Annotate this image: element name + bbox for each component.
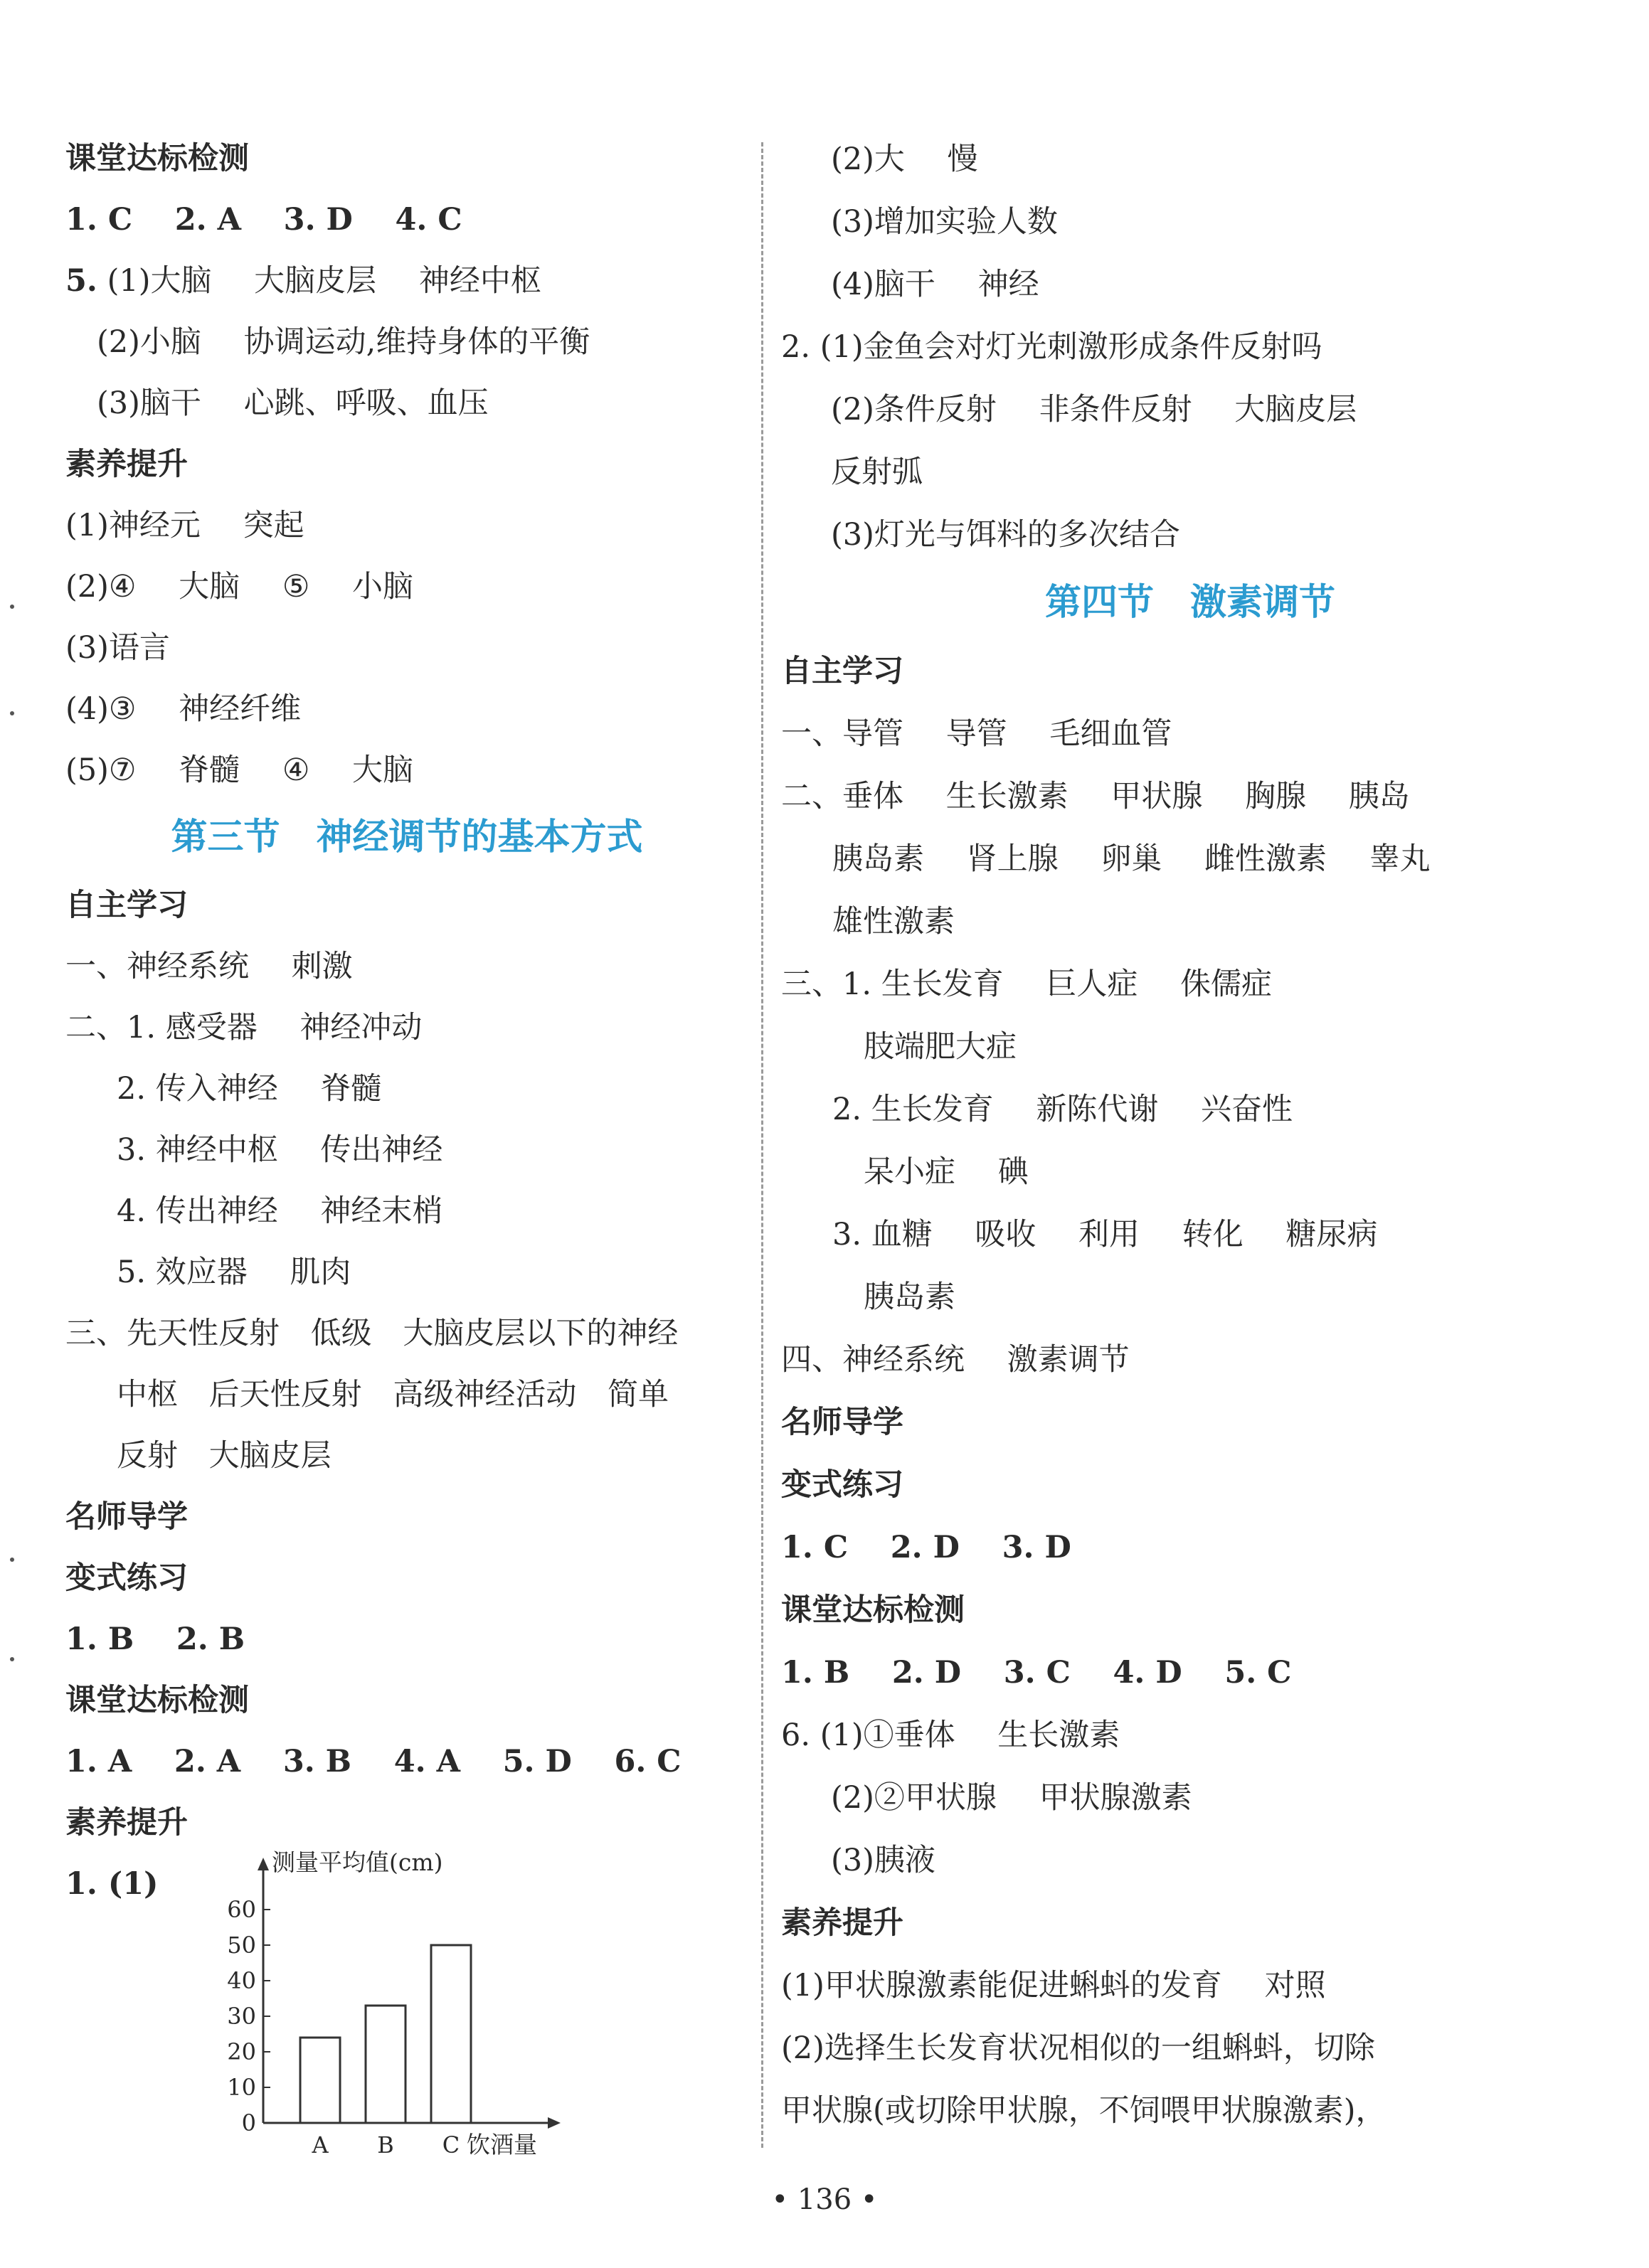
scan-speck <box>10 1558 14 1562</box>
answer-text: 神经冲动 <box>299 1010 423 1045</box>
answer-text: ④ <box>282 752 310 788</box>
answer-text: 5. 效应器 <box>117 1255 248 1290</box>
answer-text: 导管 <box>945 716 1007 752</box>
answer-text: 6. (1)①垂体 <box>781 1718 955 1753</box>
answer-text: 侏儒症 <box>1180 967 1273 1002</box>
answer-text: 胰岛素 <box>832 841 924 877</box>
answer-text: ⑤ <box>282 569 310 605</box>
answer-text: 甲状腺(或切除甲状腺，不饲喂甲状腺激素)， <box>781 2093 1386 2129</box>
answer-text: 毛细血管 <box>1049 716 1172 752</box>
bar <box>431 1945 471 2123</box>
answer-row <box>781 1203 1599 1266</box>
answer-row <box>65 1058 748 1119</box>
answer-text: 对照 <box>1264 1968 1326 2003</box>
answer-row <box>65 997 748 1058</box>
subsection-bianshi: 变式练习 <box>781 1467 903 1503</box>
answer: 1. C <box>781 1530 849 1565</box>
answer-text: 二、1. 感受器 <box>65 1010 258 1045</box>
answer-text: (1)神经元 <box>65 508 201 543</box>
answer-row <box>65 189 748 250</box>
answer-text: 脊髓 <box>320 1071 382 1107</box>
answer: 3. D <box>283 202 353 238</box>
answer-text: 大脑 <box>179 569 240 605</box>
subsection-mingshi: 名师导学 <box>781 1405 903 1440</box>
bar <box>366 2006 405 2123</box>
answer-text: 脊髓 <box>179 752 240 788</box>
subsection-suyang: 素养提升 <box>781 1905 903 1941</box>
answer-text: 三、先天性反射 <box>65 1316 280 1351</box>
answer-row <box>781 1954 1599 2017</box>
answer-row <box>65 1181 748 1242</box>
answer-text: 一、神经系统 <box>65 949 249 984</box>
question-number: 5. <box>65 263 97 299</box>
answer-text: 大脑皮层 <box>254 263 377 299</box>
answer: 5. C <box>1224 1655 1292 1691</box>
answer-text: 突起 <box>243 508 304 543</box>
answer-text: 协调运动,维持身体的平衡 <box>243 324 590 360</box>
y-tick-label: 30 <box>227 2003 256 2030</box>
answer-text: 反射 <box>117 1438 178 1474</box>
y-axis-label: 测量平均值(cm) <box>272 1848 443 1876</box>
answer-text: (3)语言 <box>65 630 170 666</box>
section-heading-4: 第四节 激素调节 <box>1044 582 1335 624</box>
answer: 1. C <box>65 202 133 238</box>
answer-text: (2)条件反射 <box>831 392 997 427</box>
answer-text: 激素调节 <box>1007 1342 1130 1378</box>
section-title-ketang: 课堂达标检测 <box>65 141 249 176</box>
answer-row <box>781 1516 1599 1579</box>
section-title-suyang: 素养提升 <box>65 447 188 482</box>
x-axis-label: 饮酒量 <box>467 2131 537 2155</box>
answer-row <box>781 1829 1599 1892</box>
x-tick-label: A <box>312 2131 329 2155</box>
answer-row <box>781 253 1599 316</box>
answer-row <box>781 765 1599 828</box>
answer-text: 利用 <box>1078 1217 1140 1252</box>
answer: 2. B <box>176 1622 245 1657</box>
answer-text: 雌性激素 <box>1204 841 1327 877</box>
answer: 1. B <box>781 1655 850 1691</box>
column-divider <box>761 142 763 2148</box>
answer-text: 小脑 <box>352 569 414 605</box>
answer: 6. C <box>614 1744 682 1779</box>
answer-text: 神经末梢 <box>320 1193 443 1229</box>
answer-text: 胸腺 <box>1245 779 1307 814</box>
answer-text: 神经纤维 <box>179 691 302 727</box>
answer-text: 巨人症 <box>1046 967 1138 1002</box>
answer-text: 甲状腺激素 <box>1039 1780 1192 1816</box>
answer-text: 低级 <box>310 1316 372 1351</box>
answer-row <box>781 316 1599 378</box>
bar <box>300 2038 340 2123</box>
answer-text: 4. 传出神经 <box>117 1193 278 1229</box>
answer-row <box>65 936 748 997</box>
answer-row <box>781 1329 1599 1391</box>
answer-text: 肾上腺 <box>966 841 1059 877</box>
answer-text: 糖尿病 <box>1285 1217 1378 1252</box>
answer-text: 二、垂体 <box>781 779 903 814</box>
answer-row <box>781 2017 1599 2080</box>
answer-row <box>781 703 1599 765</box>
answer-text: 碘 <box>997 1154 1029 1190</box>
question-number: 1. (1) <box>65 1866 159 1902</box>
right-column <box>781 128 1599 2142</box>
answer: 2. A <box>174 1744 241 1779</box>
answer-row <box>781 1266 1599 1329</box>
x-axis-arrow <box>548 2117 561 2129</box>
answer-text: 大脑皮层 <box>208 1438 332 1474</box>
answer-text: 吸收 <box>975 1217 1036 1252</box>
answer-text: (3)脑干 <box>97 385 201 421</box>
answer-text: 非条件反射 <box>1039 392 1192 427</box>
answer-text: (3)灯光与饵料的多次结合 <box>831 517 1180 553</box>
y-tick-label: 40 <box>227 1967 256 1994</box>
answer-text: 3. 血糖 <box>832 1217 933 1252</box>
answer-text: (1)甲状腺激素能促进蝌蚪的发育 <box>781 1968 1222 2003</box>
answer-row <box>65 495 748 556</box>
answer-text: 胰岛 <box>1348 779 1410 814</box>
answer-row <box>65 373 748 434</box>
answer-text: 呆小症 <box>864 1154 955 1190</box>
answer: 4. D <box>1113 1655 1182 1691</box>
answer-text: 刺激 <box>291 949 353 984</box>
answer-text: 简单 <box>608 1377 669 1412</box>
answer-text: 大脑 <box>352 752 414 788</box>
x-tick-label: B <box>377 2131 394 2155</box>
answer-text: 神经中枢 <box>418 263 541 299</box>
answer: 3. D <box>1002 1530 1071 1565</box>
answer-text: (3)增加实验人数 <box>831 204 1058 240</box>
answer-text: 肢端肥大症 <box>864 1029 1017 1065</box>
answer: 5. D <box>502 1744 572 1779</box>
answer-text: 大脑皮层以下的神经 <box>403 1316 679 1351</box>
answer: 3. C <box>1003 1655 1071 1691</box>
subsection-zizhu: 自主学习 <box>65 888 188 923</box>
answer-text: (4)③ <box>65 691 137 727</box>
answer-text: 神经 <box>977 267 1039 302</box>
answer: 3. B <box>282 1744 352 1779</box>
answer-row <box>781 504 1599 566</box>
answer-row <box>781 1016 1599 1078</box>
subsection-suyang: 素养提升 <box>65 1805 188 1841</box>
answer-text: 肌肉 <box>290 1255 351 1290</box>
answer-row <box>65 617 748 678</box>
answer-text: 生长激素 <box>945 779 1069 814</box>
answer-text: 2. 生长发育 <box>832 1092 994 1127</box>
answer-row <box>65 678 748 740</box>
answer-row <box>65 1303 748 1364</box>
bar-chart <box>185 1842 583 2155</box>
subsection-ketang: 课堂达标检测 <box>781 1592 965 1628</box>
answer-text: (2)②甲状腺 <box>831 1780 997 1816</box>
answer-text: 心跳、呼吸、血压 <box>243 385 489 421</box>
subsection-ketang: 课堂达标检测 <box>65 1683 249 1718</box>
answer-row <box>781 128 1599 191</box>
answer-row <box>781 1767 1599 1829</box>
answer-row <box>781 953 1599 1016</box>
answer-text: 2. (1)金鱼会对灯光刺激形成条件反射吗 <box>781 329 1322 365</box>
answer-text: 雄性激素 <box>832 904 955 939</box>
answer-text: (3)胰液 <box>831 1843 935 1878</box>
answer-row <box>781 378 1599 441</box>
answer-text: 3. 神经中枢 <box>117 1132 278 1168</box>
answer-text: 高级神经活动 <box>393 1377 577 1412</box>
answer-row <box>65 1425 748 1486</box>
answer-text: 2. 传入神经 <box>117 1071 278 1107</box>
answer-text: 胰岛素 <box>864 1279 955 1315</box>
answer-text: (2)④ <box>65 569 137 605</box>
answer-row <box>781 1704 1599 1767</box>
scan-speck <box>10 711 14 715</box>
answer-row <box>781 1641 1599 1704</box>
answer-text: 大脑皮层 <box>1234 392 1357 427</box>
y-tick-label: 0 <box>241 2109 256 2136</box>
answer-text: 转化 <box>1182 1217 1244 1252</box>
answer-text: 三、1. 生长发育 <box>781 967 1004 1002</box>
y-tick-label: 60 <box>227 1896 256 1923</box>
answer-text: (2)选择生长发育状况相似的一组蝌蚪，切除 <box>781 2030 1375 2066</box>
answer-row <box>65 1119 748 1181</box>
answer: 4. A <box>393 1744 460 1779</box>
answer-text: 新陈代谢 <box>1036 1092 1159 1127</box>
answer-row <box>65 1242 748 1303</box>
answer: 1. B <box>65 1622 134 1657</box>
answer: 2. D <box>891 1655 962 1691</box>
answer-text: (5)⑦ <box>65 752 137 788</box>
answer-text: (4)脑干 <box>831 267 935 302</box>
section-heading-3: 第三节 神经调节的基本方式 <box>171 816 643 858</box>
answer-row <box>65 1731 748 1792</box>
answer-row <box>781 2080 1599 2142</box>
answer-text: 甲状腺 <box>1110 779 1203 814</box>
y-axis-arrow <box>258 1858 269 1870</box>
answer-text: 一、导管 <box>781 716 903 752</box>
answer-row <box>781 828 1599 890</box>
answer: 2. A <box>174 202 241 238</box>
y-tick-label: 20 <box>227 2038 256 2065</box>
answer-row <box>781 890 1599 953</box>
x-tick-label: C <box>442 2131 460 2155</box>
answer-row <box>781 191 1599 253</box>
answer-text: 生长激素 <box>997 1718 1120 1753</box>
answer-row <box>65 1364 748 1425</box>
subsection-zizhu: 自主学习 <box>781 654 903 689</box>
answer-text: 四、神经系统 <box>781 1342 965 1378</box>
answer-row <box>65 740 748 801</box>
scan-speck <box>10 605 14 609</box>
answer-text: (2)小脑 <box>97 324 201 360</box>
subsection-mingshi: 名师导学 <box>65 1499 188 1535</box>
answer-text: 中枢 <box>117 1377 178 1412</box>
answer-text: 反射弧 <box>831 454 923 490</box>
scan-speck <box>10 1657 14 1661</box>
answer-row <box>781 1078 1599 1141</box>
answer-row <box>65 556 748 617</box>
page-number: • 136 • <box>771 2183 878 2216</box>
y-tick-label: 10 <box>227 2074 256 2101</box>
answer-text: 后天性反射 <box>208 1377 362 1412</box>
answer-row <box>65 250 748 312</box>
answer: 1. A <box>65 1744 132 1779</box>
left-column <box>65 128 748 1915</box>
answer-text: 传出神经 <box>320 1132 443 1168</box>
y-tick-label: 50 <box>227 1932 256 1959</box>
answer: 2. D <box>890 1530 960 1565</box>
answer-text: 兴奋性 <box>1201 1092 1293 1127</box>
answer-text: (1)大脑 <box>107 263 212 299</box>
answer-row <box>65 312 748 373</box>
answer-text: 睾丸 <box>1369 841 1431 877</box>
answer-row <box>781 1141 1599 1203</box>
answer-row <box>65 1609 748 1670</box>
answer: 4. C <box>395 202 462 238</box>
answer-text: 卵巢 <box>1101 841 1162 877</box>
answer-text: (2)大 <box>831 142 905 177</box>
subsection-bianshi: 变式练习 <box>65 1560 188 1596</box>
answer-text: 慢 <box>947 142 978 177</box>
answer-row <box>781 441 1599 504</box>
